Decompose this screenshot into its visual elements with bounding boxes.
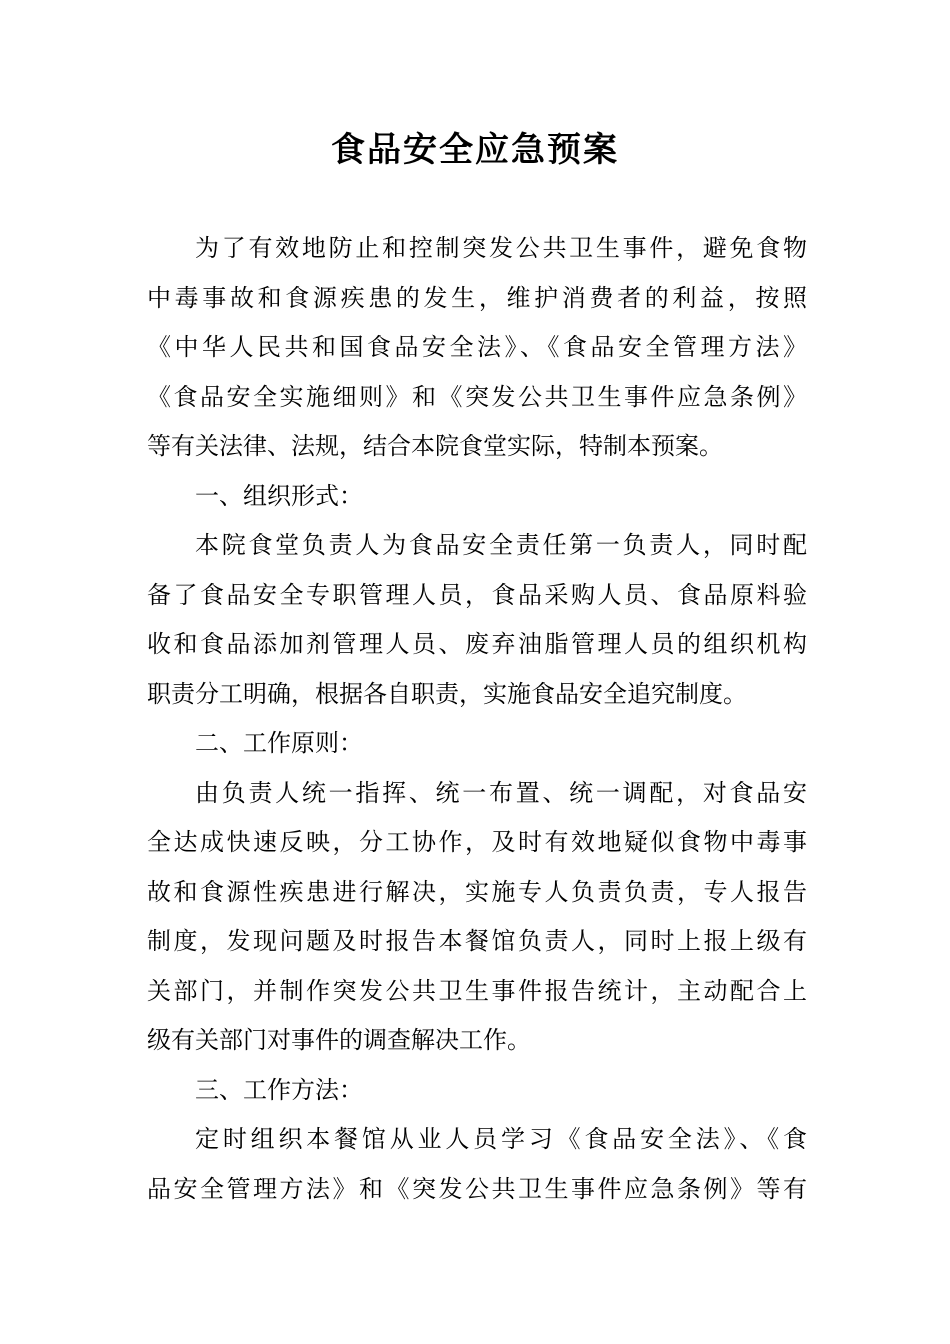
section-heading: 三、工作方法： [195, 1075, 363, 1104]
text-line: 定时组织本餐馆从业人员学习《食品安全法》、《食 [195, 1125, 807, 1153]
text-line: 关部门，并制作突发公共卫生事件报告统计，主动配合上 [147, 976, 807, 1005]
intro-paragraph [147, 224, 807, 472]
text-line: 备了食品安全专职管理人员，食品采购人员、食品原料验 [147, 580, 807, 609]
text-line: 职责分工明确，根据各自职责，实施食品安全追究制度。 [147, 679, 747, 708]
document-body [147, 224, 807, 1214]
text-line: 故和食源性疾患进行解决，实施专人负责负责，专人报告 [147, 877, 807, 906]
section-heading-organization [147, 472, 807, 522]
text-line: 中毒事故和食源疾患的发生，维护消费者的利益，按照 [147, 283, 807, 312]
text-line: 为了有效地防止和控制突发公共卫生事件，避免食物 [195, 234, 807, 262]
document-title: 食品安全应急预案 [331, 130, 619, 170]
principles-paragraph [147, 769, 807, 1066]
text-line: 《中华人民共和国食品安全法》、《食品安全管理方法》 [147, 333, 807, 361]
text-line: 全达成快速反映，分工协作，及时有效地疑似食物中毒事 [147, 828, 807, 856]
section-heading-principles [147, 719, 807, 769]
section-heading: 一、组织形式： [195, 481, 363, 510]
methods-paragraph [147, 1115, 807, 1214]
text-line: 《食品安全实施细则》和《突发公共卫生事件应急条例》 [147, 382, 807, 411]
text-line: 收和食品添加剂管理人员、废弃油脂管理人员的组织机构 [147, 630, 807, 658]
text-line: 品安全管理方法》和《突发公共卫生事件应急条例》等有 [147, 1174, 807, 1203]
text-line: 由负责人统一指挥、统一布置、统一调配，对食品安 [195, 778, 807, 807]
text-line: 级有关部门对事件的调查解决工作。 [147, 1026, 531, 1054]
text-line: 制度，发现问题及时报告本餐馆负责人，同时上报上级有 [147, 927, 807, 955]
organization-paragraph [147, 521, 807, 719]
text-line: 本院食堂负责人为食品安全责任第一负责人，同时配 [195, 531, 807, 559]
section-heading-methods [147, 1066, 807, 1116]
text-line: 等有关法律、法规，结合本院食堂实际，特制本预案。 [147, 432, 723, 460]
section-heading: 二、工作原则： [195, 729, 363, 757]
